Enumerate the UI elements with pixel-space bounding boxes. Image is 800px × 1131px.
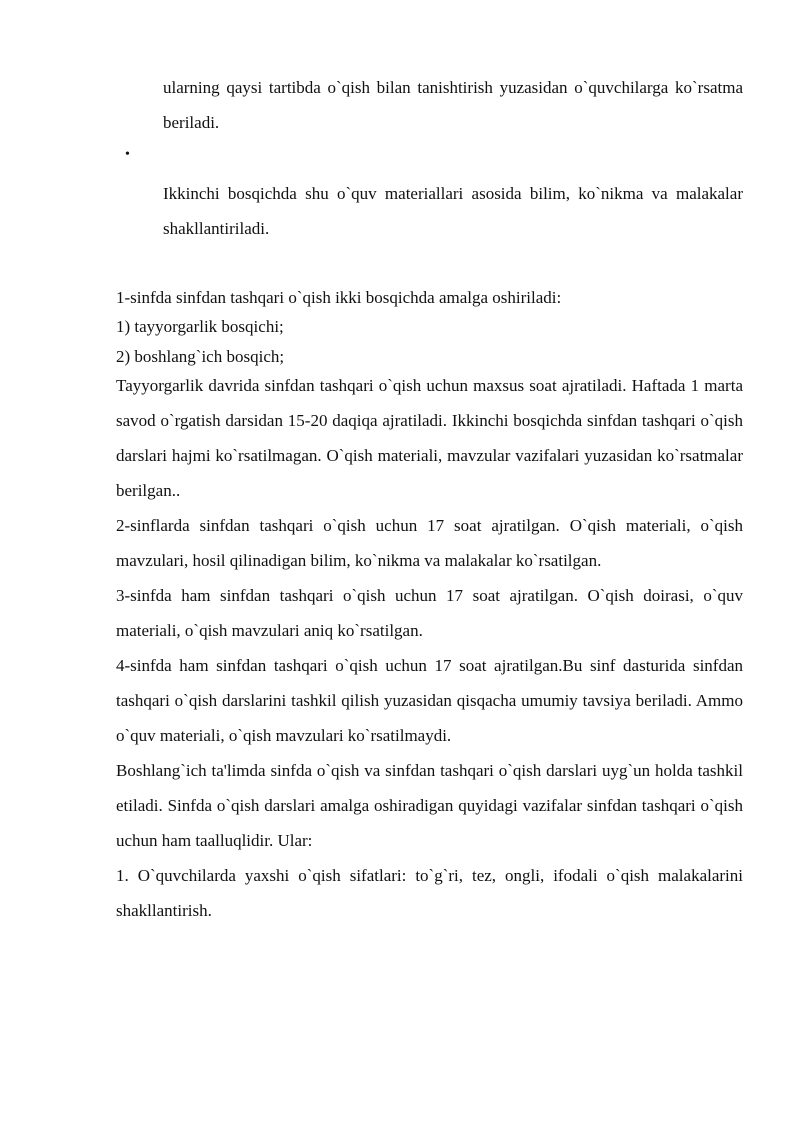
body-text <box>116 283 743 928</box>
paragraph-preparation: Tayyorgarlik davrida sinfdan tashqari o`qish uchun maxsus soat ajratiladi. Haftada 1 marta savod o`rgatish darsidan 15-20 daqiqa ajratiladi. Ikkinchi bosqichda sinfdan tashqari o`qish darslari hajmi ko`rsatilmagan. O`qish materiali, mavzular vazifalari yuzasidan ko`rsatmalar berilgan.. <box>116 376 743 501</box>
paragraph-task-1: 1. O`quvchilarda yaxshi o`qish sifatlari: to`g`ri, tez, ongli, ifodali o`qish malakalarini shakllantirish. <box>116 866 743 921</box>
bullet-icon: • <box>125 147 130 162</box>
paragraph-grade-4: 4-sinfda ham sinfdan tashqari o`qish uchun 17 soat ajratilgan.Bu sinf dasturida sinfdan tashqari o`qish darslarini tashkil qilish yuzasidan qisqacha umumiy tavsiya beriladi. Ammo o`quv materiali, o`qish mavzulari ko`rsatilmaydi. <box>116 656 743 746</box>
paragraph-grade-3: 3-sinfda ham sinfdan tashqari o`qish uchun 17 soat ajratilgan. O`qish doirasi, o`quv materiali, o`qish mavzulari aniq ko`rsatilgan. <box>116 586 743 641</box>
list-item-2: 2) boshlang`ich bosqich; <box>116 346 285 366</box>
paragraph-primary-education: Boshlang`ich ta'limda sinfda o`qish va sinfdan tashqari o`qish darslari uyg`un holda tashkil etiladi. Sinfda o`qish darslari amalga oshiradigan quyidagi vazifalar sinfdan tashqari o`qish uchun ham taalluqlidir. Ular: <box>116 761 743 851</box>
indented-paragraph-2: Ikkinchi bosqichda shu o`quv materiallari asosida bilim, ko`nikma va malakalar shakllantiriladi. <box>163 184 743 238</box>
indented-paragraph-1: ularning qaysi tartibda o`qish bilan tanishtirish yuzasidan o`quvchilarga ko`rsatma beriladi. <box>163 78 743 132</box>
list-item-1: 1) tayyorgarlik bosqichi; <box>116 317 284 337</box>
paragraph-intro: 1-sinfda sinfdan tashqari o`qish ikki bosqichda amalga oshiriladi: <box>116 288 562 307</box>
paragraph-grade-2: 2-sinflarda sinfdan tashqari o`qish uchun 17 soat ajratilgan. O`qish materiali, o`qish mavzulari, hosil qilinadigan bilim, ko`nikma va malakalar ko`rsatilgan. <box>116 516 743 571</box>
